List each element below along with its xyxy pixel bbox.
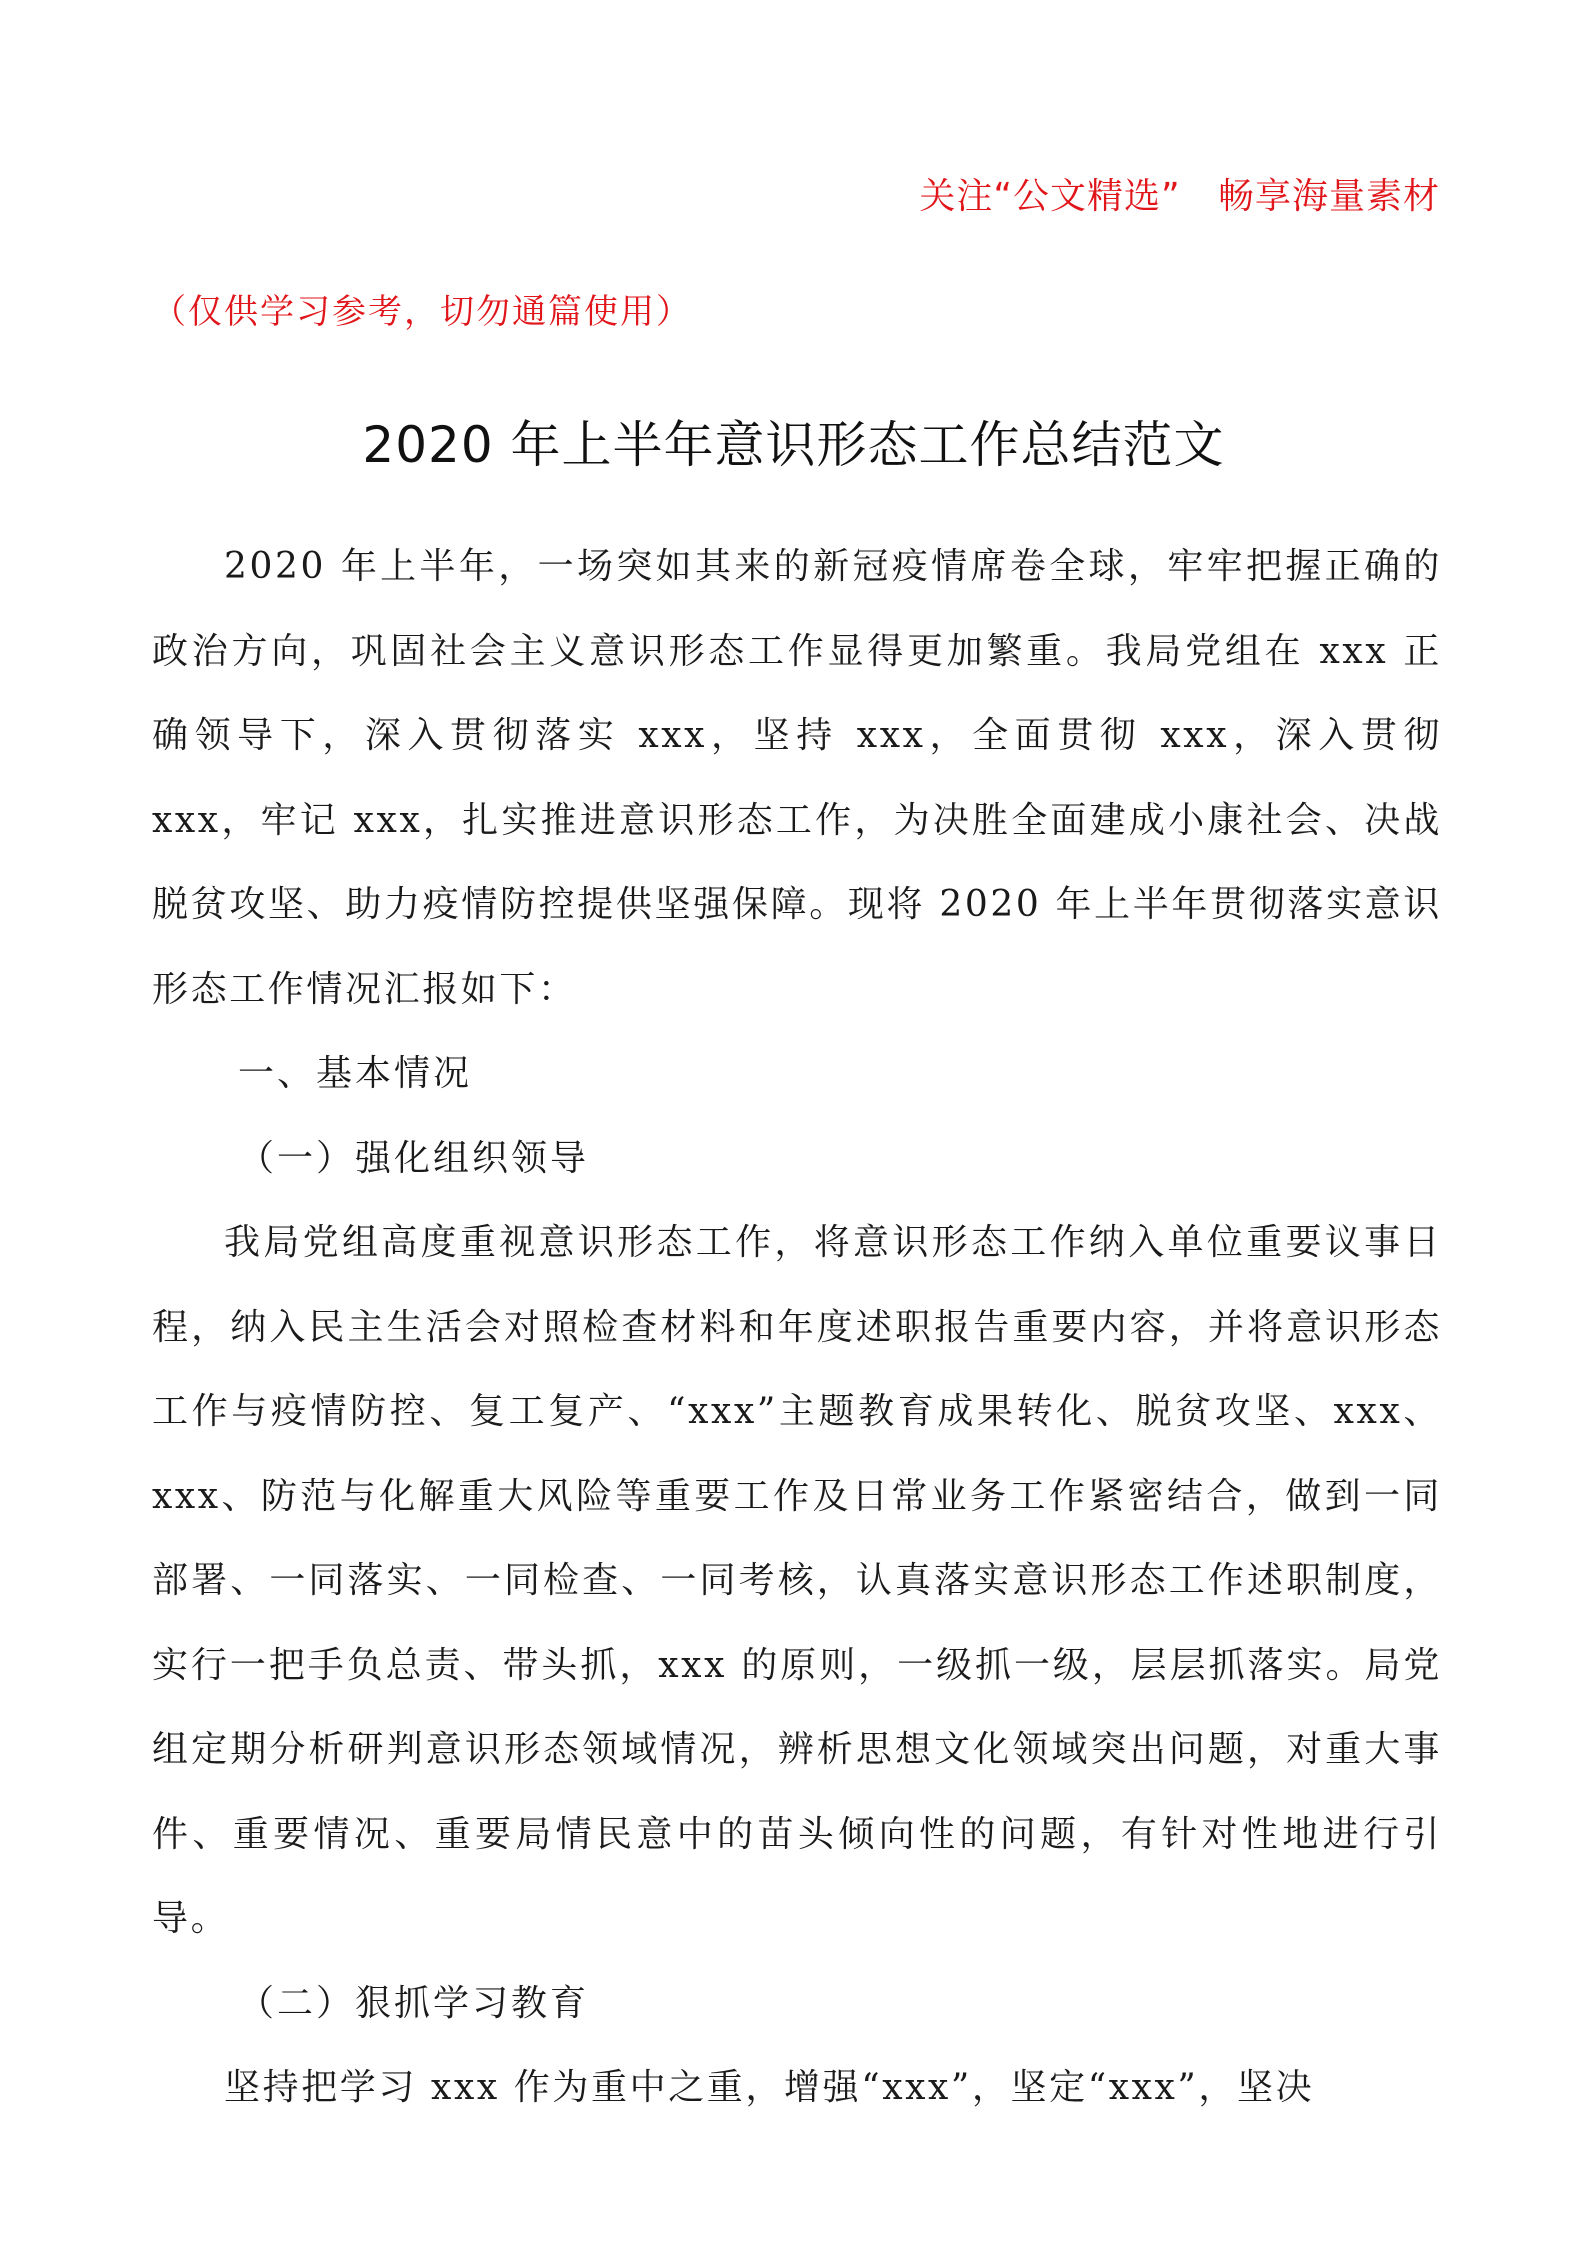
document-body [152, 525, 1442, 2131]
subsection-paragraph-study: 坚持把学习 xxx 作为重中之重，增强“xxx”，坚定“xxx”，坚决 [224, 2067, 1315, 2108]
subsection-paragraph-organization: 我局党组高度重视意识形态工作，将意识形态工作纳入单位重要议事日程，纳入民主生活会对照检查材料和年度述职报告重要内容，并将意识形态工作与疫情防控、复工复产、“xxx”主题教育成果转化、脱贫攻坚、xxx、xxx、防范与化解重大风险等重要工作及日常业务工作紧密结合，做到一同部署、一同落实、一同检查、一同考核，认真落实意识形态工作述职制度，实行一把手负总责、带头抓，xxx 的原则，一级抓一级，层层抓落实。局党组定期分析研判意识形态领域情况，辨析思想文化领域突出问题，对重大事件、重要情况、重要局情民意中的苗头倾向性的问题，有针对性地进行引导。 [152, 1222, 1442, 1939]
disclaimer-note: （仅供学习参考，切勿通篇使用） [152, 292, 692, 332]
subsection-heading-organization: （一）强化组织领导 [238, 1137, 590, 1179]
document-title: 2020 年上半年意识形态工作总结范文 [362, 416, 1225, 474]
subsection-heading-study: （二）狠抓学习教育 [238, 1982, 590, 2024]
intro-paragraph: 2020 年上半年，一场突如其来的新冠疫情席卷全球，牢牢把握正确的政治方向，巩固社会主义意识形态工作显得更加繁重。我局党组在 xxx 正确领导下，深入贯彻落实 xxx，坚持 xxx，全面贯彻 xxx，深入贯彻 xxx，牢记 xxx，扎实推进意识形态工作，为决胜全面建成小康社会、决战脱贫攻坚、助力疫情防控提供坚强保障。现将 2020 年上半年贯彻落实意识形态工作情况汇报如下： [152, 546, 1442, 1010]
section-heading-basic-situation: 一、基本情况 [238, 1053, 473, 1094]
promo-banner: 关注“公文精选” 畅享海量素材 [919, 176, 1440, 217]
